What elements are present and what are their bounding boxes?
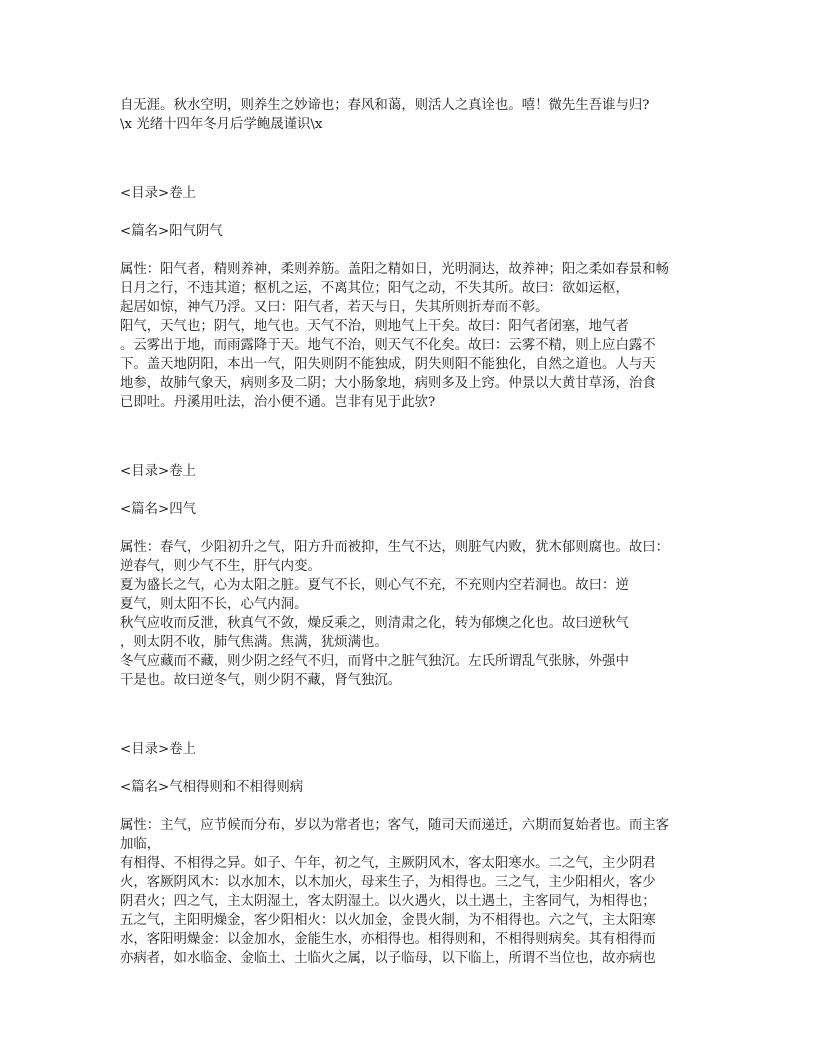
- text-line: 夏气，则太阳不长，心气内洞。: [120, 597, 308, 612]
- text-line: 阴君火；四之气，主太阴湿土，客太阴湿土。以火遇火，以土遇土，主客同气，为相得也；: [120, 894, 656, 909]
- document-page: [120, 96, 700, 987]
- chapter-title: <篇名>气相得则和不相得则病: [120, 780, 304, 795]
- text-line: 夏为盛长之气，心为太阳之脏。夏气不长，则心气不充，不充则内空若洞也。故曰：逆: [120, 578, 629, 593]
- text-line: 加临，: [120, 837, 161, 852]
- toc-label: <目录>卷上: [120, 742, 197, 757]
- section-yang-yin-qi: [120, 184, 700, 412]
- section-qi-harmony: [120, 740, 700, 987]
- section-body: [120, 538, 700, 690]
- text-line: 逆春气，则少气不生，肝气内变。: [120, 559, 321, 574]
- text-line: 水，客阳明燥金：以金加水，金能生水，亦相得也。相得则和，不相得则病矣。其有相得而: [120, 932, 656, 947]
- text-line: 自无涯。秋水空明，则养生之妙谛也；春风和蔼，则活人之真诠也。嘻！微先生吾谁与归?: [120, 98, 650, 113]
- text-line: ，则太阴不收，肺气焦满。焦满，犹烦满也。: [120, 635, 388, 650]
- text-line: 冬气应藏而不藏，则少阴之经气不归，而肾中之脏气独沉。左氏所谓乱气张脉，外强中: [120, 654, 629, 669]
- intro-block: [120, 96, 700, 134]
- text-line: [120, 968, 700, 987]
- text-line: 亦病者，如水临金、金临土、土临火之属，以子临母，以下临上，所谓不当位也，故亦病也: [120, 951, 656, 966]
- text-line: 属性：主气，应节候而分布，岁以为常者也；客气，随司天而递迁，六期而复始者也。而主客: [120, 818, 670, 833]
- text-line: 有相得、不相得之异。如子、午年，初之气，主厥阴风木，客太阳寒水。二之气，主少阴君: [120, 856, 656, 871]
- text-line: 阳气，天气也；阴气，地气也。天气不治，则地气上干矣。故曰：阳气者闭塞，地气者: [120, 319, 629, 334]
- chapter-title: <篇名>四气: [120, 502, 197, 517]
- text-line: 属性：阳气者，精则养神，柔则养筋。盖阳之精如日，光明洞达，故养神；阳之柔如春景和畅: [120, 262, 670, 277]
- text-line: 日月之行，不违其道；枢机之运，不离其位；阳气之动，不失其所。故曰：欲如运枢，: [120, 281, 629, 296]
- text-line: 属性：春气，少阳初升之气，阳方升而被抑，生气不达，则脏气内败，犹木郁则腐也。故曰：: [120, 540, 670, 555]
- section-body: [120, 816, 700, 987]
- text-line: 地参，故肺气象天，病则多及二阴；大小肠象地，病则多及上窍。仲景以大黄甘草汤，治食: [120, 376, 656, 391]
- chapter-title: <篇名>阳气阴气: [120, 224, 223, 239]
- text-line: 。云雾出于地，而雨露降于天。地气不治，则天气不化矣。故曰：云雾不精，则上应白露不: [120, 338, 656, 353]
- toc-label: <目录>卷上: [120, 186, 197, 201]
- text-line: 五之气，主阳明燥金，客少阳相火：以火加金，金畏火制，为不相得也。六之气，主太阳寒: [120, 913, 656, 928]
- toc-label: <目录>卷上: [120, 464, 197, 479]
- text-line: 干是也。故曰逆冬气，则少阴不藏，肾气独沉。: [120, 673, 402, 688]
- section-body: [120, 260, 700, 412]
- text-line: 火，客厥阴风木：以水加木，以木加火，母来生子，为相得也。三之气，主少阳相火，客少: [120, 875, 656, 890]
- text-line: 已即吐。丹溪用吐法，治小便不通。岂非有见于此欤?: [120, 395, 436, 410]
- text-line: 下。盖天地阴阳，本出一气，阳失则阴不能独成，阴失则阳不能独化，自然之道也。人与天: [120, 357, 656, 372]
- colophon-line: \x 光绪十四年冬月后学鲍晟谨识\x: [120, 117, 323, 132]
- section-si-qi: [120, 462, 700, 690]
- text-line: 起居如惊，神气乃浮。又曰：阳气者，若天与日，失其所则折寿而不彰。: [120, 300, 549, 315]
- text-line: 秋气应收而反泄，秋真气不敛，燥反乘之，则清肃之化，转为郁燠之化也。故曰逆秋气: [120, 616, 629, 631]
